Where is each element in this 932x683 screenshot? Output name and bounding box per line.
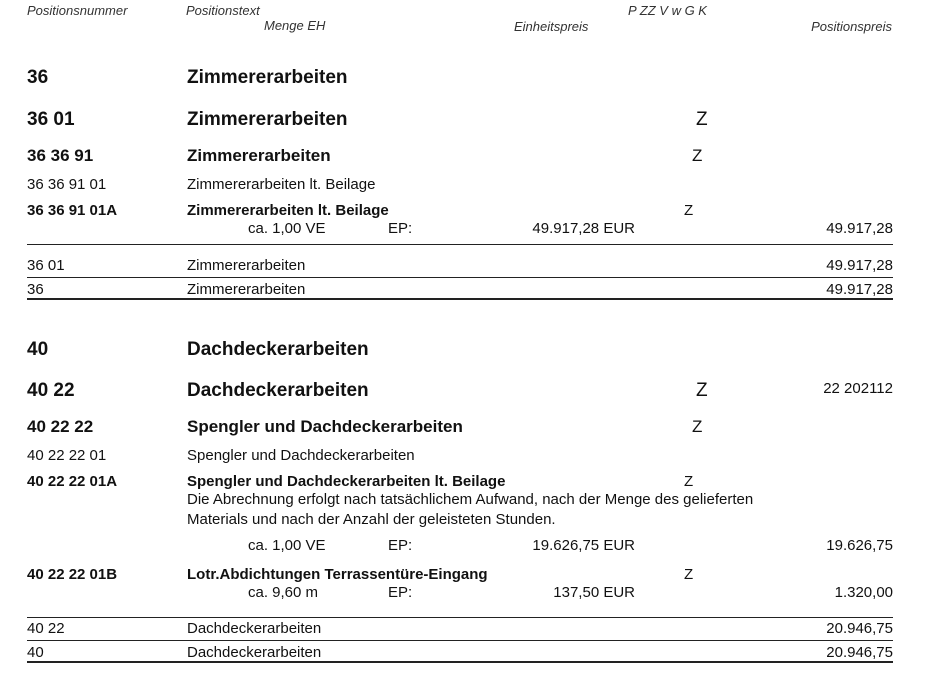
pos-40222201a-title: Spengler und Dachdeckerarbeiten lt. Beilage xyxy=(187,473,506,490)
header-text: Positionstext xyxy=(186,3,260,18)
header-menge-eh: Menge EH xyxy=(264,18,326,33)
sub-4022-nr: 40 22 xyxy=(27,380,75,401)
header-flags: P ZZ V w G K xyxy=(628,3,707,18)
pos-36369101a-total: 49.917,28 xyxy=(826,220,893,237)
grp-363691-flag: Z xyxy=(692,146,703,165)
pos-40222201a-desc-line1: Die Abrechnung erfolgt nach tatsächlichem Aufwand, nach der Menge des gelieferten xyxy=(187,491,754,508)
section-36-nr: 36 xyxy=(27,67,49,88)
pos-40222201b-title: Lotr.Abdichtungen Terrassentüre-Eingang xyxy=(187,566,488,583)
sub-4022-flag: Z xyxy=(696,380,708,401)
pos-40222201a-ep-label: EP: xyxy=(388,537,413,554)
sub-3601-nr: 36 01 xyxy=(27,109,75,130)
divider xyxy=(27,277,893,278)
header-einheitspreis: Einheitspreis xyxy=(514,19,589,34)
sum-3601-title: Zimmererarbeiten xyxy=(187,257,306,274)
pos-40222201-nr: 40 22 22 01 xyxy=(27,447,107,464)
pos-40222201b-nr: 40 22 22 01B xyxy=(27,566,118,583)
pos-40222201a-nr: 40 22 22 01A xyxy=(27,473,118,490)
divider xyxy=(27,298,893,300)
sum-40-title: Dachdeckerarbeiten xyxy=(187,644,322,661)
sum-4022-total: 20.946,75 xyxy=(826,620,893,637)
sum-36-title: Zimmererarbeiten xyxy=(187,281,306,298)
pos-40222201b-total: 1.320,00 xyxy=(834,584,893,601)
grp-402222-nr: 40 22 22 xyxy=(27,417,94,436)
sum-40-total: 20.946,75 xyxy=(826,644,893,661)
pos-40222201a-qty: ca. 1,00 VE xyxy=(248,537,326,554)
divider xyxy=(27,661,893,663)
pos-36369101a-nr: 36 36 91 01A xyxy=(27,202,118,219)
sub-3601-flag: Z xyxy=(696,109,708,130)
sub-4022-title: Dachdeckerarbeiten xyxy=(187,380,369,401)
header-posnr: Positionsnummer xyxy=(27,3,128,18)
pos-40222201a-total: 19.626,75 xyxy=(826,537,893,554)
pos-36369101-nr: 36 36 91 01 xyxy=(27,176,107,193)
pos-40222201-title: Spengler und Dachdeckerarbeiten xyxy=(187,447,415,464)
sub-4022-code: 22 202112 xyxy=(823,380,893,397)
divider xyxy=(27,617,893,618)
section-40-title: Dachdeckerarbeiten xyxy=(187,339,369,360)
pos-36369101a-flag: Z xyxy=(684,202,694,219)
pos-40222201b-qty: ca. 9,60 m xyxy=(248,584,319,601)
sum-3601-nr: 36 01 xyxy=(27,257,65,274)
divider xyxy=(27,244,893,245)
divider xyxy=(27,640,893,641)
pos-36369101a-qty: ca. 1,00 VE xyxy=(248,220,326,237)
section-36-title: Zimmererarbeiten xyxy=(187,67,348,88)
pos-36369101a-ep: 49.917,28 EUR xyxy=(532,220,635,237)
sum-3601-total: 49.917,28 xyxy=(826,257,893,274)
sum-4022-title: Dachdeckerarbeiten xyxy=(187,620,322,637)
grp-402222-flag: Z xyxy=(692,417,703,436)
sum-40-nr: 40 xyxy=(27,644,44,661)
grp-402222-title: Spengler und Dachdeckerarbeiten xyxy=(187,417,463,436)
header-positionspreis: Positionspreis xyxy=(811,19,892,34)
pos-40222201a-flag: Z xyxy=(684,473,694,490)
sum-36-total: 49.917,28 xyxy=(826,281,893,298)
pos-40222201b-flag: Z xyxy=(684,566,694,583)
pos-40222201a-desc-line2: Materials und nach der Anzahl der geleisteten Stunden. xyxy=(187,511,556,528)
sum-4022-nr: 40 22 xyxy=(27,620,65,637)
grp-363691-title: Zimmererarbeiten xyxy=(187,146,331,165)
pos-36369101a-title: Zimmererarbeiten lt. Beilage xyxy=(187,202,389,219)
sum-36-nr: 36 xyxy=(27,281,44,298)
pos-40222201b-ep-label: EP: xyxy=(388,584,413,601)
pos-40222201a-ep: 19.626,75 EUR xyxy=(532,537,635,554)
grp-363691-nr: 36 36 91 xyxy=(27,146,94,165)
sub-3601-title: Zimmererarbeiten xyxy=(187,109,348,130)
pos-40222201b-ep: 137,50 EUR xyxy=(553,584,635,601)
pos-36369101-title: Zimmererarbeiten lt. Beilage xyxy=(187,176,376,193)
pos-36369101a-ep-label: EP: xyxy=(388,220,413,237)
section-40-nr: 40 xyxy=(27,339,49,360)
